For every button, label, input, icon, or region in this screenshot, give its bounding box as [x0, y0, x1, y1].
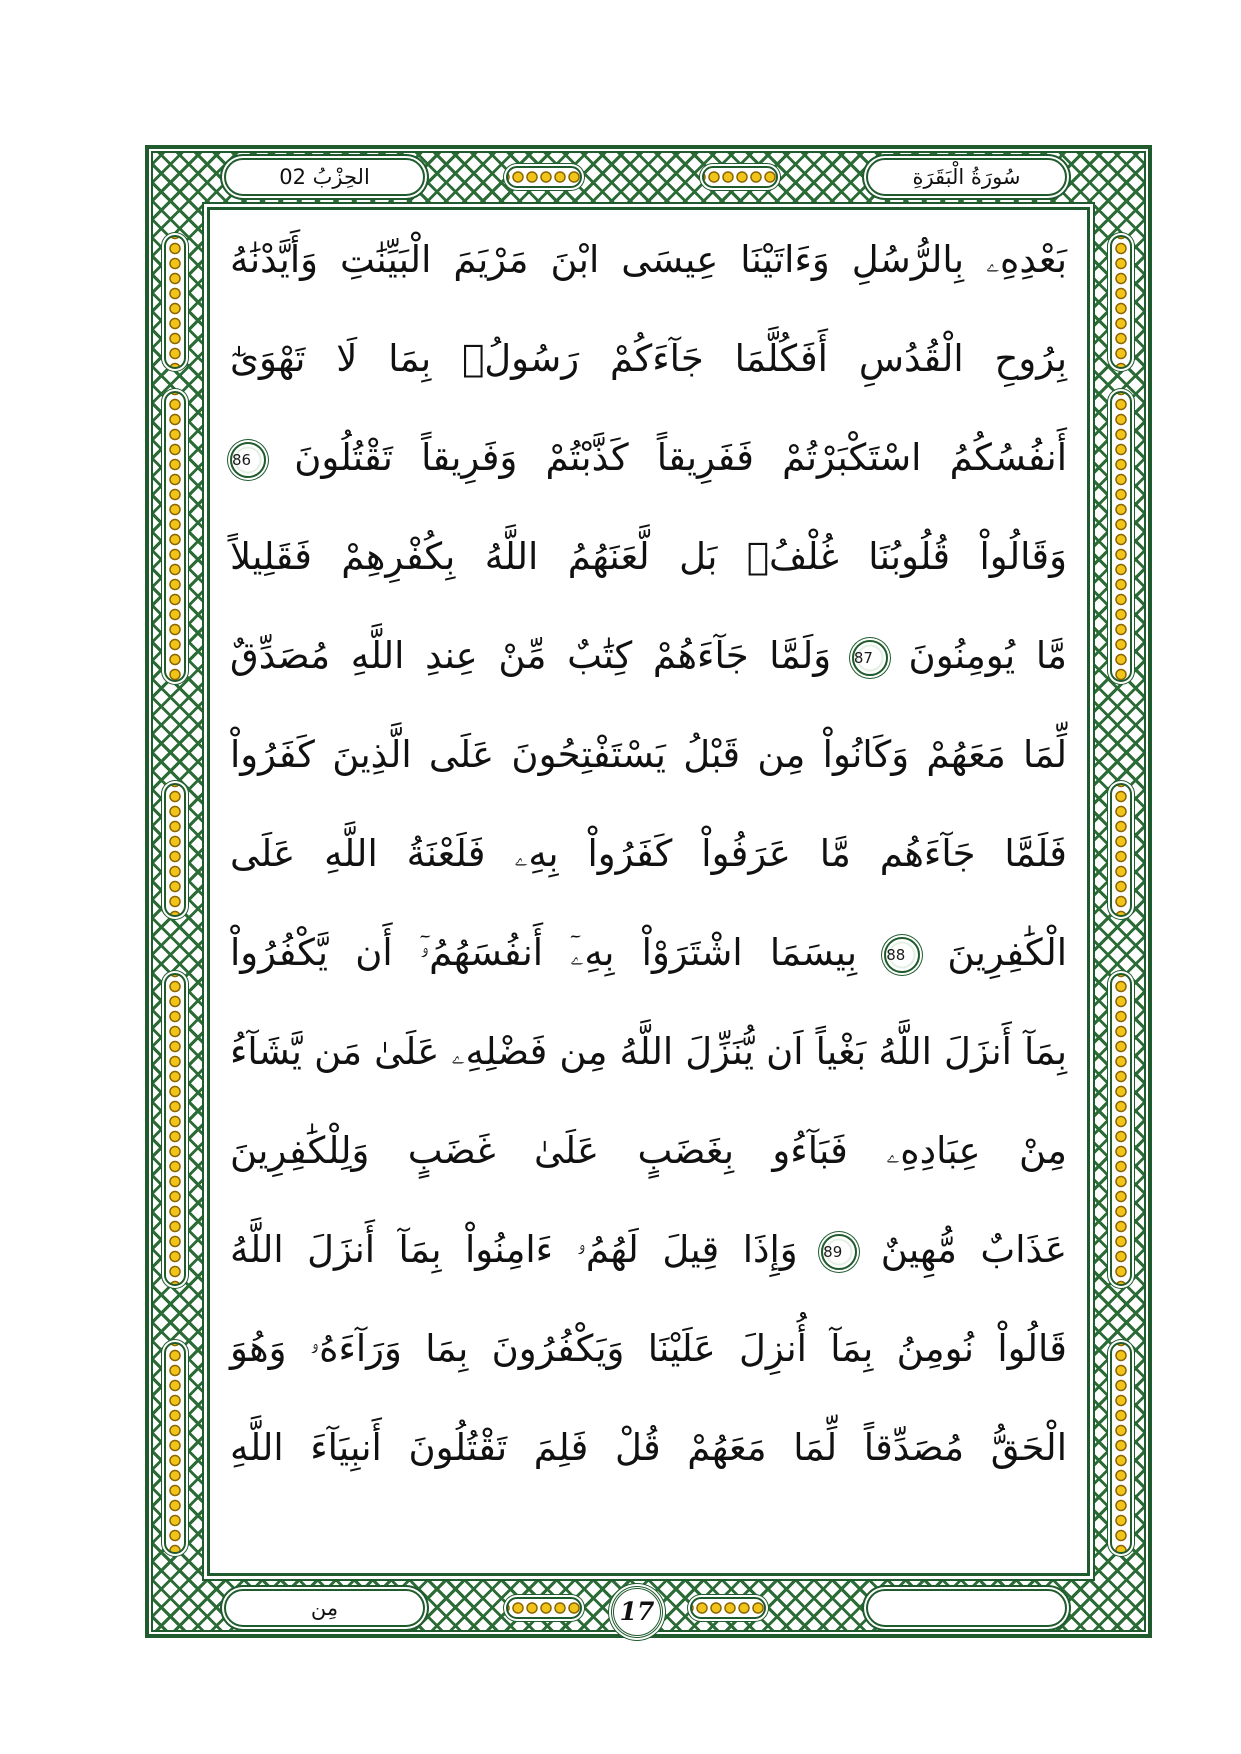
ayah-number: 89: [823, 1242, 843, 1261]
text-line-7: [230, 804, 1067, 903]
header-ornament: [702, 166, 778, 188]
text-line-11: [230, 1200, 1067, 1299]
page-frame: [145, 145, 1152, 1638]
text-line-8: [230, 903, 1067, 1002]
line-text: أَنفُسُكُمُ اسْتَكْبَرْتُمْ فَفَرِيقاً كَذَّبْتُمْ وَفَرِيقاً تَقْتُلُونَ: [294, 436, 1067, 479]
text-line-5: [230, 606, 1067, 705]
surah-title: سُورَةُ الْبَقَرَةِ: [866, 158, 1067, 196]
side-ornament: [164, 783, 186, 917]
ayah-marker: [852, 640, 888, 676]
line-text: وَقَالُواْ قُلُوبُنَا غُلْفُۢ بَل لَّعَنَهُمُ اللَّهُ بِكُفْرِهِمْ فَقَلِيلاً: [230, 535, 1067, 578]
side-ornament: [164, 1342, 186, 1554]
text-line-3: [230, 408, 1067, 507]
ayah-number: 86: [232, 450, 252, 469]
ayah-number: 87: [853, 648, 873, 667]
line-text: بِمَآ أَنزَلَ اللَّهُ بَغْياً اَن يُّنَزِّلَ اللَّهُ مِن فَضْلِهِۦ عَلَىٰ مَن يَّشَآءُ: [230, 1030, 1067, 1073]
side-ornament: [1110, 235, 1132, 369]
side-ornament: [1110, 1342, 1132, 1554]
footer-ornament: [690, 1597, 766, 1619]
line-text: الْحَقُّ مُصَدِّقاً لِّمَا مَعَهُمْ قُلْ فَلِمَ تَقْتُلُونَ أَنبِيَآءَ اللَّهِ: [230, 1426, 1067, 1469]
side-ornament: [1110, 973, 1132, 1286]
side-ornament: [1110, 783, 1132, 917]
text-line-13: [230, 1398, 1067, 1497]
verse-lines: [230, 210, 1067, 1497]
side-ornament: [1110, 391, 1132, 682]
line-text: عَذَابٌ مُّهِينٌ: [880, 1228, 1068, 1271]
text-line-4: [230, 507, 1067, 606]
line-text: بَعْدِهِۦ بِالرُّسُلِ وَءَاتَيْنَا عِيسَى ابْنَ مَرْيَمَ الْبَيِّنَٰتِ وَأَيَّدْنَٰهُ: [230, 238, 1067, 281]
line-text: مِنْ عِبَادِهِۦ فَبَآءُو بِغَضَبٍ عَلَىٰ غَضَبٍ وَلِلْكَٰفِرِينَ: [230, 1129, 1067, 1172]
text-panel: [207, 207, 1090, 1576]
footer-cartouche: [866, 1589, 1067, 1627]
text-line-1: [230, 210, 1067, 309]
line-text: وَإِذَا قِيلَ لَهُمُۥ ءَامِنُواْ بِمَآ أَنزَلَ اللَّهُ: [230, 1228, 798, 1271]
ayah-marker: [884, 937, 920, 973]
page-number: 17: [611, 1586, 663, 1638]
ayah-marker: [230, 442, 266, 478]
side-ornament: [164, 235, 186, 369]
hizb-label: الحِزْبُ 02: [224, 158, 425, 196]
header-ornament: [506, 166, 582, 188]
line-text: لِّمَا مَعَهُمْ وَكَانُواْ مِن قَبْلُ يَسْتَفْتِحُونَ عَلَى الَّذِينَ كَفَرُواْ: [230, 733, 1067, 776]
side-ornament: [164, 391, 186, 682]
ayah-marker: [821, 1234, 857, 1270]
side-ornament: [164, 973, 186, 1286]
text-line-9: [230, 1002, 1067, 1101]
text-line-6: [230, 705, 1067, 804]
line-text: بِرُوحِ الْقُدُسِ أَفَكُلَّمَا جَآءَكُمْ رَسُولُۢ بِمَا لَا تَهْوَىٰٓ: [230, 337, 1067, 380]
ayah-number: 88: [886, 945, 906, 964]
line-text: فَلَمَّا جَآءَهُم مَّا عَرَفُواْ كَفَرُواْ بِهِۦ فَلَعْنَةُ اللَّهِ عَلَى: [230, 832, 1067, 875]
line-text: بِيسَمَا اشْتَرَوْاْ بِهِۦٓ أَنفُسَهُمُۥٓ أَن يَّكْفُرُواْ: [230, 931, 858, 974]
footer-ornament: [506, 1597, 582, 1619]
catchword: مِن: [224, 1589, 425, 1627]
line-text: وَلَمَّا جَآءَهُمْ كِتَٰبٌ مِّنْ عِندِ اللَّهِ مُصَدِّقٌ: [230, 634, 832, 677]
line-text: الْكَٰفِرِينَ: [947, 931, 1068, 974]
line-text: قَالُواْ نُومِنُ بِمَآ أُنزِلَ عَلَيْنَا وَيَكْفُرُونَ بِمَا وَرَآءَهُۥ وَهُوَ: [230, 1327, 1067, 1370]
text-line-12: [230, 1299, 1067, 1398]
line-text: مَّا يُومِنُونَ: [908, 634, 1067, 677]
text-line-10: [230, 1101, 1067, 1200]
text-line-2: [230, 309, 1067, 408]
